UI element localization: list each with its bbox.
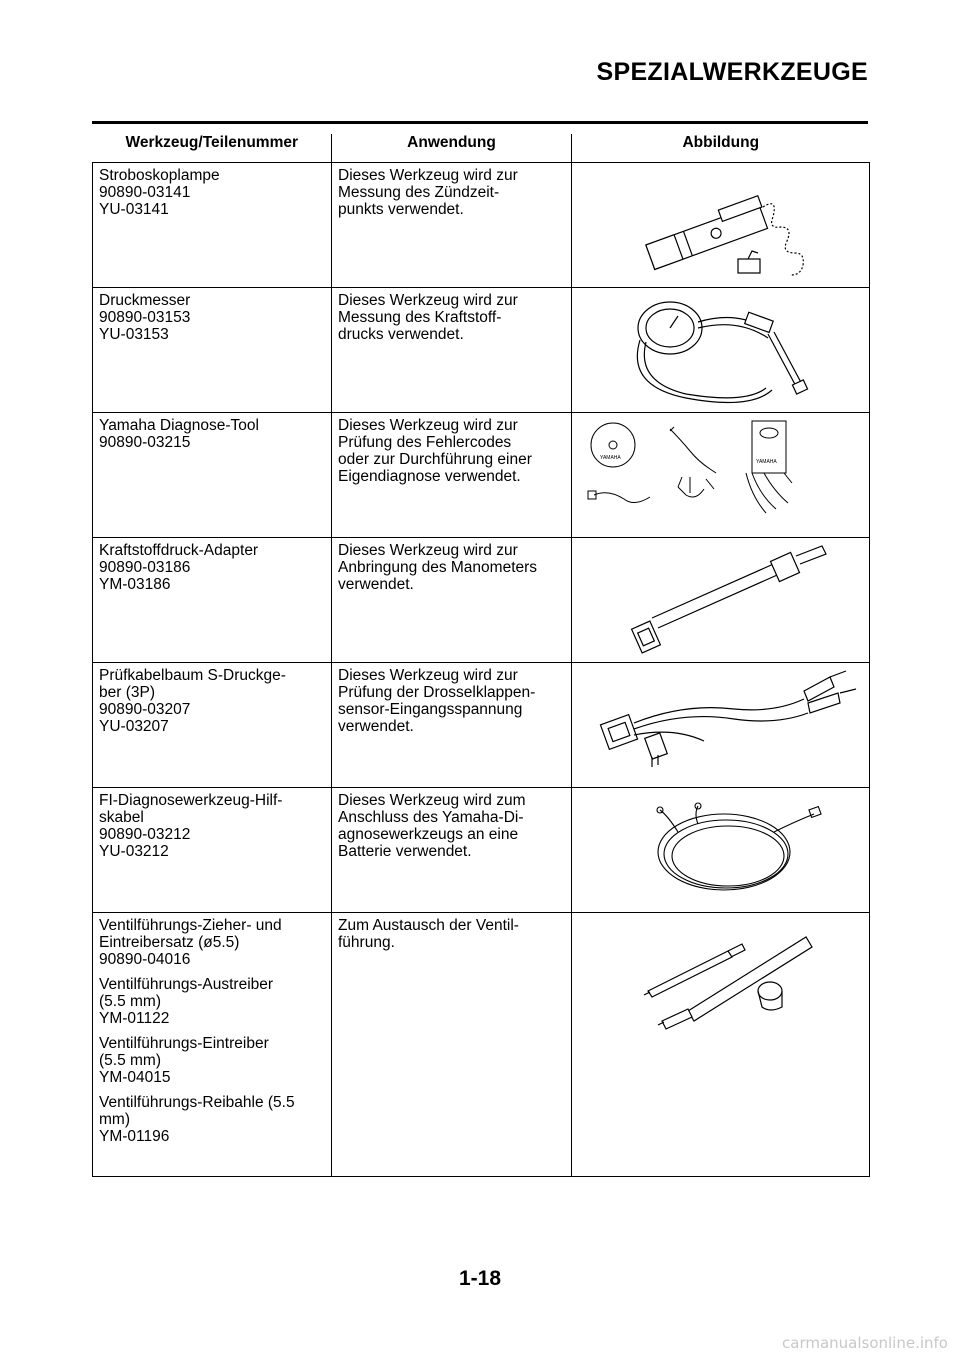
illustration-cell [572,788,870,913]
tool-name: Ventilführungs-Zieher- und [99,917,282,934]
usage-cell [332,663,572,788]
part-number: 90890-03186 [99,559,191,576]
illustration-cell [572,538,870,663]
tool-name: (5.5 mm) [99,1052,161,1069]
table-row [93,663,870,788]
usage-text: agnosewerkzeugs an eine [338,826,519,843]
tool-name: skabel [99,809,144,826]
tool-cell [93,538,332,663]
usage-text: Dieses Werkzeug wird zum [338,792,526,809]
tool-name: mm) [99,1111,130,1128]
diagnostic-tool-illustration [578,417,874,533]
usage-text: Anschluss des Yamaha-Di- [338,809,524,826]
tool-group [99,1094,325,1145]
part-number: YM-01196 [99,1128,170,1145]
usage-cell [332,538,572,663]
tool-name: Stroboskoplampe [99,167,220,184]
tool-cell [93,663,332,788]
illustration-cell [572,163,870,288]
tool-name: Ventilführungs-Austreiber [99,976,274,993]
table-row [93,413,870,538]
valve-guide-kit-illustration [578,917,874,1037]
table-row [93,913,870,1177]
usage-text: Anbringung des Manometers [338,559,538,576]
part-number: 90890-03215 [99,434,191,451]
tool-group [99,976,325,1027]
usage-text: verwendet. [338,576,414,593]
table-row [93,163,870,288]
illustration-cell [572,288,870,413]
timing-light-illustration [578,167,874,283]
page-number: 1-18 [458,1267,502,1290]
part-number: 90890-03212 [99,826,191,843]
illustration-cell [572,913,870,1177]
part-number: 90890-03141 [99,184,191,201]
usage-text: Dieses Werkzeug wird zur [338,417,518,434]
auxiliary-cable-illustration [578,792,874,908]
usage-text: führung. [338,934,395,951]
part-number: YU-03153 [99,326,169,343]
tool-name: Prüfkabelbaum S-Druckge- [99,667,286,684]
usage-text: oder zur Durchführung einer [338,451,532,468]
part-number: YM-04015 [99,1069,171,1086]
usage-text: Messung des Kraftstoff- [338,309,502,326]
usage-text: Dieses Werkzeug wird zur [338,667,518,684]
tool-name: (5.5 mm) [99,993,161,1010]
part-number: 90890-04016 [99,951,191,968]
cd-logo: YAMAHA [600,455,621,461]
usage-text: Prüfung der Drosselklappen- [338,684,536,701]
tool-cell [93,413,332,538]
usage-cell [332,788,572,913]
tool-name: Yamaha Diagnose-Tool [99,417,259,434]
tool-name: Ventilführungs-Reibahle (5.5 [99,1094,295,1111]
usage-text: Prüfung des Fehlercodes [338,434,512,451]
tool-name: Kraftstoffdruck-Adapter [99,542,259,559]
part-number: YU-03212 [99,843,169,860]
part-number: YM-01122 [99,1010,170,1027]
tool-cell [93,163,332,288]
illustration-cell [572,413,870,538]
table-row [93,788,870,913]
part-number: YU-03207 [99,718,169,735]
column-header-usage: Anwendung [332,134,572,163]
tool-cell [93,788,332,913]
usage-text: Dieses Werkzeug wird zur [338,542,518,559]
tool-cell [93,288,332,413]
part-number: YM-03186 [99,576,171,593]
usage-cell [332,413,572,538]
manual-logo: YAMAHA [756,459,777,465]
usage-text: Zum Austausch der Ventil- [338,917,519,934]
tool-name: FI-Diagnosewerkzeug-Hilf- [99,792,283,809]
special-tools-table [92,134,870,1177]
table-row [93,538,870,663]
usage-text: Messung des Zündzeit- [338,184,500,201]
usage-text: Dieses Werkzeug wird zur [338,167,518,184]
tool-name: Eintreibersatz (ø5.5) [99,934,240,951]
tool-group [99,917,325,968]
fuel-pressure-adapter-illustration [578,542,874,658]
test-harness-illustration [578,667,874,783]
table-row [93,288,870,413]
usage-text: Batterie verwendet. [338,843,472,860]
part-number: YU-03141 [99,201,169,218]
usage-text: drucks verwendet. [338,326,464,343]
part-number: 90890-03153 [99,309,191,326]
table-header-row [93,134,870,163]
usage-cell [332,163,572,288]
usage-text: punkts verwendet. [338,201,464,218]
usage-cell [332,288,572,413]
tool-group [99,1035,325,1086]
part-number: 90890-03207 [99,701,191,718]
watermark: carmanualsonline.info [782,1334,948,1352]
page-title: SPEZIALWERKZEUGE [596,58,868,86]
column-header-tool: Werkzeug/Teilenummer [93,134,332,163]
pressure-gauge-illustration [578,292,874,408]
title-rule [92,121,868,124]
tool-name: Druckmesser [99,292,191,309]
illustration-cell [572,663,870,788]
tool-name: ber (3P) [99,684,155,701]
column-header-illustration: Abbildung [572,134,870,163]
usage-text: Dieses Werkzeug wird zur [338,292,518,309]
tool-name: Ventilführungs-Eintreiber [99,1035,269,1052]
usage-text: sensor-Eingangsspannung [338,701,523,718]
usage-text: verwendet. [338,718,414,735]
usage-text: Eigendiagnose verwendet. [338,468,521,485]
tool-cell [93,913,332,1177]
usage-cell [332,913,572,1177]
